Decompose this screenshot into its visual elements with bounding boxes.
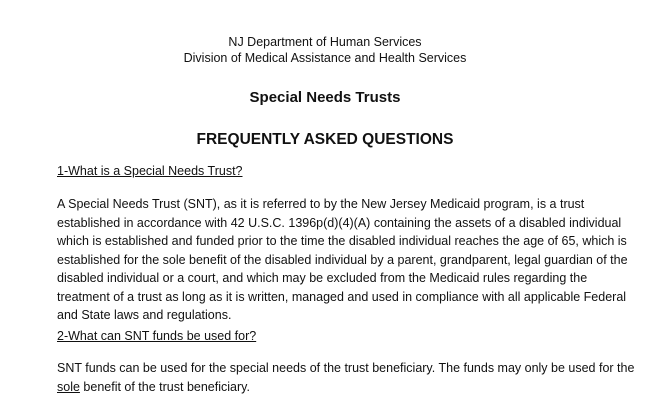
answer-1-line: which is established and funded prior to the time the disabled individual reaches the age of 65, which is [57,234,627,248]
answer-1-paragraph [57,195,628,325]
question-2-heading: 2-What can SNT funds be used for? [57,329,257,343]
answer-1-line: A Special Needs Trust (SNT), as it is referred to by the New Jersey Medicaid program, is a trust [57,197,585,211]
answer-2-line [57,378,597,397]
answer-2-line: SNT funds can be used for the special needs of the trust beneficiary. The funds may only be used for the [57,361,635,375]
answer-1-line: treatment of a trust as long as it is written, managed and used in compliance with all applicable Federal [57,289,627,304]
answer-1-line: established in accordance with 42 U.S.C. 1396p(d)(4)(A) containing the assets of a disabled individual [57,215,622,230]
emphasis-sole: sole [57,379,80,394]
division-name: Division of Medical Assistance and Health Services [183,51,467,65]
answer-1-line: established for the sole benefit of the disabled individual by a parent, grandparent, legal guardian of the [57,252,628,267]
faq-heading: FREQUENTLY ASKED QUESTIONS [196,131,454,148]
document-title: Special Needs Trusts [249,89,401,106]
answer-1-line: disabled individual or a court, and which may be excluded from the Medicaid rules regarding the [57,271,588,285]
answer-2-line-rest: benefit of the trust beneficiary. [79,379,250,394]
department-name: NJ Department of Human Services [228,35,422,49]
answer-2-paragraph [57,359,635,396]
question-1-heading: 1-What is a Special Needs Trust? [57,164,243,178]
answer-1-line: and State laws and regulations. [57,308,232,322]
